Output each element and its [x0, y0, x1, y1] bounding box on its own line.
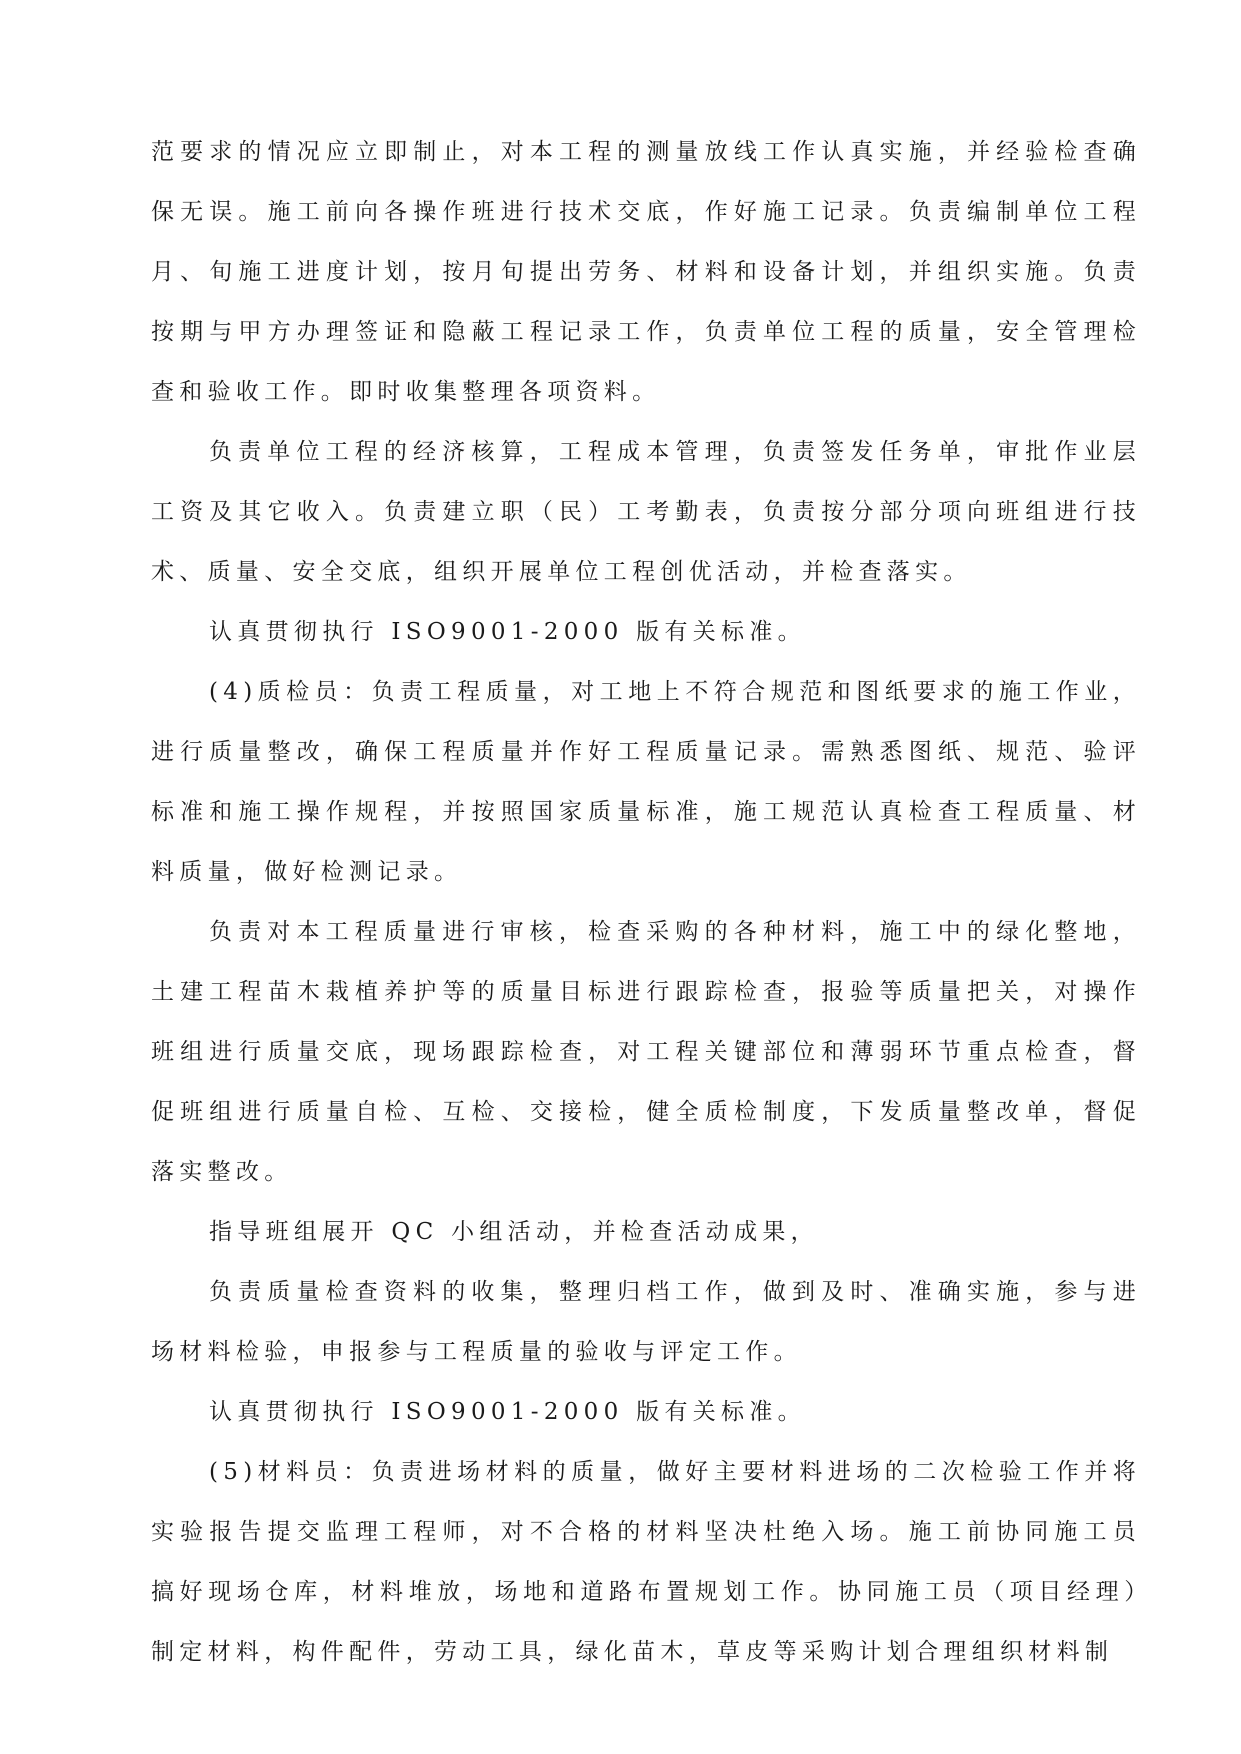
paragraph-quality-audit: 负责对本工程质量进行审核，检查采购的各种材料，施工中的绿化整地，土建工程苗木栽植养护等的质量目标进行跟踪检查，报验等质量把关，对操作班组进行质量交底，现场跟踪检查，对工程关键部位和薄弱环节重点检查，督促班组进行质量自检、互检、交接检，健全质检制度，下发质量整改单，督促落实整改。 [151, 919, 1141, 1185]
document-body [151, 122, 1141, 1682]
paragraph-qc-group: 指导班组展开 QC 小组活动，并检查活动成果， [209, 1219, 819, 1245]
paragraph-material-officer: (5)材料员：负责进场材料的质量，做好主要材料进场的二次检验工作并将实验报告提交监理工程师，对不合格的材料坚决杜绝入场。施工前协同施工员搞好现场仓库，材料堆放，场地和道路布置规划工作。协同施工员（项目经理）制定材料，构件配件，劳动工具，绿化苗木，草皮等采购计划合理组织材料制 [151, 1459, 1141, 1665]
paragraph-continuation: 范要求的情况应立即制止，对本工程的测量放线工作认真实施，并经验检查确保无误。施工前向各操作班进行技术交底，作好施工记录。负责编制单位工程月、旬施工进度计划，按月旬提出劳务、材料和设备计划，并组织实施。负责按期与甲方办理签证和隐蔽工程记录工作，负责单位工程的质量，安全管理检查和验收工作。即时收集整理各项资料。 [151, 139, 1141, 405]
paragraph-quality-records: 负责质量检查资料的收集，整理归档工作，做到及时、准确实施，参与进场材料检验，申报参与工程质量的验收与评定工作。 [151, 1279, 1141, 1365]
paragraph-quality-inspector: (4)质检员：负责工程质量，对工地上不符合规范和图纸要求的施工作业，进行质量整改，确保工程质量并作好工程质量记录。需熟悉图纸、规范、验评标准和施工操作规程，并按照国家质量标准，施工规范认真检查工程质量、材料质量，做好检测记录。 [151, 679, 1141, 885]
paragraph-iso-standard-2: 认真贯彻执行 ISO9001-2000 版有关标准。 [209, 1399, 806, 1425]
paragraph-economic-accounting: 负责单位工程的经济核算，工程成本管理，负责签发任务单，审批作业层工资及其它收入。负责建立职（民）工考勤表，负责按分部分项向班组进行技术、质量、安全交底，组织开展单位工程创优活动，并检查落实。 [151, 439, 1141, 585]
paragraph-iso-standard-1: 认真贯彻执行 ISO9001-2000 版有关标准。 [209, 619, 806, 645]
